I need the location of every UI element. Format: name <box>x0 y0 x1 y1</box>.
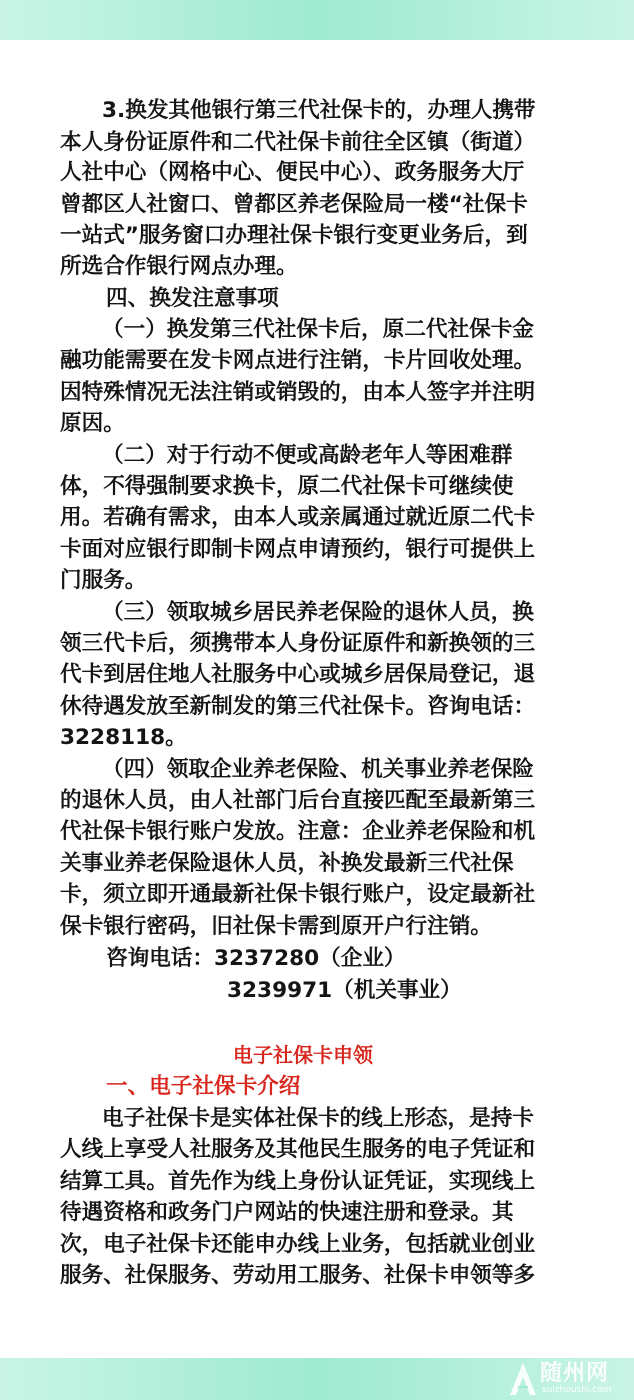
paragraph-line: 人线上享受人社服务及其他民生服务的电子凭证和 <box>60 1137 536 1162</box>
paragraph-line: 卡面对应银行即制卡网点申请预约，银行可提供上 <box>60 537 536 562</box>
site-watermark <box>500 1358 630 1400</box>
section-title: 电子社保卡申领 <box>233 1043 373 1067</box>
paragraph-line: 所选合作银行网点办理。 <box>60 254 298 279</box>
paragraph-line: 融功能需要在发卡网点进行注销，卡片回收处理。 <box>60 348 536 373</box>
paragraph-line: 的退休人员，由人社部门后台直接匹配至最新第三 <box>60 788 536 813</box>
paragraph-line: 曾都区人社窗口、曾都区养老保险局一楼“社保卡 <box>60 192 528 217</box>
consult-phone-enterprise: 咨询电话：3237280（企业） <box>106 946 406 971</box>
paragraph-line: 本人身份证原件和二代社保卡前往全区镇（街道） <box>60 130 536 155</box>
paragraph-line: 原因。 <box>60 411 125 436</box>
paragraph-line: 电子社保卡是实体社保卡的线上形态，是持卡 <box>102 1106 534 1131</box>
paragraph-line: 门服务。 <box>60 568 147 593</box>
subsection-title: 一、电子社保卡介绍 <box>106 1074 301 1099</box>
paragraph-line: 卡，须立即开通最新社保卡银行账户，设定最新社 <box>60 882 536 907</box>
paragraph-line: 保卡银行密码，旧社保卡需到原开户行注销。 <box>60 914 492 939</box>
paragraph-line: （二）对于行动不便或高龄老年人等困难群 <box>102 443 513 468</box>
paragraph-line: 领三代卡后，须携带本人身份证原件和新换领的三 <box>60 631 536 656</box>
paragraph-line: 休待遇发放至新制发的第三代社保卡。咨询电话： <box>60 694 536 719</box>
paragraph-line: 待遇资格和政务门户网站的快速注册和登录。其 <box>60 1200 514 1225</box>
paragraph-line: 代社保卡银行账户发放。注意：企业养老保险和机 <box>60 819 536 844</box>
paragraph-line: 一站式”服务窗口办理社保卡银行变更业务后，到 <box>60 223 528 248</box>
paragraph-line: 次，电子社保卡还能申办线上业务，包括就业创业 <box>60 1232 536 1257</box>
paragraph-line: 用。若确有需求，由本人或亲属通过就近原二代卡 <box>60 505 536 530</box>
paragraph-line: 体，不得强制要求换卡，原二代社保卡可继续使 <box>60 474 514 499</box>
paragraph-line: 代卡到居住地人社服务中心或城乡居保局登记，退 <box>60 662 536 687</box>
watermark-name: 随州网 <box>540 1361 610 1386</box>
paragraph-line: 3228118。 <box>60 725 187 750</box>
paragraph-line: 因特殊情况无法注销或销毁的，由本人签字并注明 <box>60 380 536 405</box>
paragraph-line: 结算工具。首先作为线上身份认证凭证，实现线上 <box>60 1169 536 1194</box>
paragraph-line: 人社中心（网格中心、便民中心）、政务服务大厅 <box>60 160 525 185</box>
watermark-domain: suizhoushi.com <box>542 1385 612 1395</box>
paragraph-line: （三）领取城乡居民养老保险的退休人员，换 <box>102 600 534 625</box>
paragraph-line: 服务、社保服务、劳动用工服务、社保卡申领等多 <box>60 1263 536 1288</box>
consult-phone-institution: 3239971（机关事业） <box>227 978 462 1003</box>
top-color-band <box>0 0 634 40</box>
paragraph-line: （四）领取企业养老保险、机关事业养老保险 <box>102 757 534 782</box>
section-heading-notes: 四、换发注意事项 <box>106 286 279 311</box>
paragraph-line: （一）换发第三代社保卡后，原二代社保卡金 <box>102 317 534 342</box>
paragraph-line: 关事业养老保险退休人员，补换发最新三代社保 <box>60 851 514 876</box>
paragraph-line: 3.换发其他银行第三代社保卡的，办理人携带 <box>102 98 536 123</box>
watermark-logo-icon <box>506 1361 540 1397</box>
